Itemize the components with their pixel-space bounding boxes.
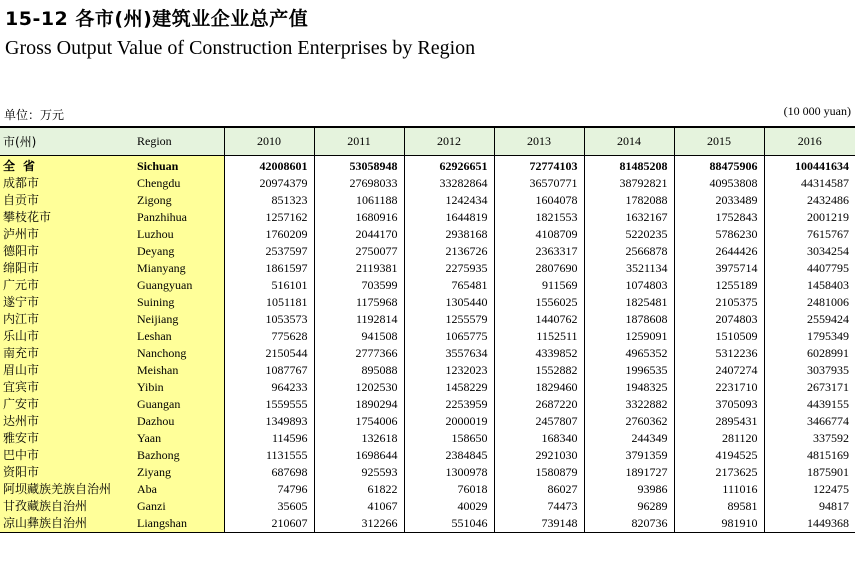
region-name-en: Aba [134,481,224,498]
value-cell: 739148 [494,515,584,533]
region-name-en: Sichuan [134,156,224,176]
value-cell: 2687220 [494,396,584,413]
region-name-en: Dazhou [134,413,224,430]
value-cell: 76018 [404,481,494,498]
value-cell: 925593 [314,464,404,481]
value-cell: 3791359 [584,447,674,464]
value-cell: 1829460 [494,379,584,396]
value-cell: 2457807 [494,413,584,430]
value-cell: 2150544 [224,345,314,362]
value-cell: 4339852 [494,345,584,362]
region-name-cn: 凉山彝族自治州 [0,515,134,533]
value-cell: 1305440 [404,294,494,311]
value-cell: 2566878 [584,243,674,260]
value-cell: 89581 [674,498,764,515]
value-cell: 4439155 [764,396,855,413]
table-row [0,328,855,345]
value-cell: 2044170 [314,226,404,243]
value-cell: 1053573 [224,311,314,328]
value-cell: 1680916 [314,209,404,226]
value-cell: 1861597 [224,260,314,277]
value-cell: 7615767 [764,226,855,243]
value-cell: 1821553 [494,209,584,226]
value-cell: 53058948 [314,156,404,176]
value-cell: 5312236 [674,345,764,362]
region-name-en: Liangshan [134,515,224,533]
value-cell: 62926651 [404,156,494,176]
header-year: 2014 [584,127,674,156]
region-name-en: Guangan [134,396,224,413]
value-cell: 1242434 [404,192,494,209]
value-cell: 2921030 [494,447,584,464]
region-name-en: Bazhong [134,447,224,464]
header-year: 2010 [224,127,314,156]
value-cell: 168340 [494,430,584,447]
value-cell: 20974379 [224,175,314,192]
region-name-en: Guangyuan [134,277,224,294]
value-cell: 74473 [494,498,584,515]
value-cell: 1131555 [224,447,314,464]
value-cell: 941508 [314,328,404,345]
value-cell: 765481 [404,277,494,294]
region-name-en: Nanchong [134,345,224,362]
value-cell: 3521134 [584,260,674,277]
region-name-cn: 广安市 [0,396,134,413]
region-name-cn: 达州市 [0,413,134,430]
value-cell: 44314587 [764,175,855,192]
value-cell: 74796 [224,481,314,498]
table-row [0,396,855,413]
table-row [0,379,855,396]
region-name-cn: 资阳市 [0,464,134,481]
value-cell: 1458403 [764,277,855,294]
table-row [0,481,855,498]
value-cell: 38792821 [584,175,674,192]
value-cell: 94817 [764,498,855,515]
value-cell: 1074803 [584,277,674,294]
region-name-cn: 内江市 [0,311,134,328]
value-cell: 1559555 [224,396,314,413]
value-cell: 4965352 [584,345,674,362]
value-cell: 3034254 [764,243,855,260]
value-cell: 1087767 [224,362,314,379]
table-row [0,498,855,515]
value-cell: 2750077 [314,243,404,260]
table-body [0,156,855,533]
region-name-cn: 雅安市 [0,430,134,447]
value-cell: 100441634 [764,156,855,176]
value-cell: 2001219 [764,209,855,226]
value-cell: 1552882 [494,362,584,379]
value-cell: 2537597 [224,243,314,260]
table-row [0,226,855,243]
region-name-en: Chengdu [134,175,224,192]
value-cell: 122475 [764,481,855,498]
region-name-cn: 泸州市 [0,226,134,243]
region-name-cn: 攀枝花市 [0,209,134,226]
value-cell: 911569 [494,277,584,294]
value-cell: 703599 [314,277,404,294]
value-cell: 88475906 [674,156,764,176]
table-row [0,515,855,533]
value-cell: 820736 [584,515,674,533]
value-cell: 2407274 [674,362,764,379]
value-cell: 35605 [224,498,314,515]
value-cell: 2363317 [494,243,584,260]
value-cell: 2000019 [404,413,494,430]
value-cell: 2033489 [674,192,764,209]
value-cell: 2275935 [404,260,494,277]
value-cell: 1580879 [494,464,584,481]
header-year: 2016 [764,127,855,156]
value-cell: 114596 [224,430,314,447]
value-cell: 851323 [224,192,314,209]
page-title-en: Gross Output Value of Construction Enterprises by Region [5,37,476,59]
table-row [0,277,855,294]
value-cell: 2673171 [764,379,855,396]
header-region-cn: 市(州) [0,127,134,156]
value-cell: 1255189 [674,277,764,294]
value-cell: 1449368 [764,515,855,533]
region-name-en: Suining [134,294,224,311]
value-cell: 2481006 [764,294,855,311]
value-cell: 1752843 [674,209,764,226]
header-year: 2013 [494,127,584,156]
value-cell: 2173625 [674,464,764,481]
table-row [0,345,855,362]
value-cell: 1754006 [314,413,404,430]
value-cell: 1232023 [404,362,494,379]
table-row [0,192,855,209]
region-name-cn: 阿坝藏族羌族自治州 [0,481,134,498]
value-cell: 1440762 [494,311,584,328]
region-name-en: Yibin [134,379,224,396]
table-row [0,260,855,277]
header-row [0,127,855,156]
value-cell: 516101 [224,277,314,294]
value-cell: 42008601 [224,156,314,176]
value-cell: 2119381 [314,260,404,277]
region-name-cn: 宜宾市 [0,379,134,396]
header-year: 2015 [674,127,764,156]
header-year: 2012 [404,127,494,156]
value-cell: 3322882 [584,396,674,413]
value-cell: 1458229 [404,379,494,396]
header-year: 2011 [314,127,404,156]
region-name-cn: 全省 [0,156,134,176]
region-name-en: Luzhou [134,226,224,243]
region-name-cn: 成都市 [0,175,134,192]
value-cell: 1825481 [584,294,674,311]
value-cell: 3037935 [764,362,855,379]
value-cell: 1257162 [224,209,314,226]
value-cell: 1255579 [404,311,494,328]
value-cell: 132618 [314,430,404,447]
region-name-en: Ganzi [134,498,224,515]
value-cell: 1604078 [494,192,584,209]
region-name-cn: 广元市 [0,277,134,294]
region-name-cn: 巴中市 [0,447,134,464]
value-cell: 1051181 [224,294,314,311]
value-cell: 4108709 [494,226,584,243]
table-row [0,430,855,447]
region-name-cn: 德阳市 [0,243,134,260]
value-cell: 1891727 [584,464,674,481]
value-cell: 41067 [314,498,404,515]
region-name-cn: 乐山市 [0,328,134,345]
value-cell: 2231710 [674,379,764,396]
value-cell: 1065775 [404,328,494,345]
value-cell: 2938168 [404,226,494,243]
data-table [0,126,855,533]
value-cell: 895088 [314,362,404,379]
value-cell: 61822 [314,481,404,498]
value-cell: 281120 [674,430,764,447]
value-cell: 2559424 [764,311,855,328]
value-cell: 1202530 [314,379,404,396]
value-cell: 86027 [494,481,584,498]
value-cell: 3975714 [674,260,764,277]
region-name-cn: 自贡市 [0,192,134,209]
value-cell: 96289 [584,498,674,515]
value-cell: 1782088 [584,192,674,209]
value-cell: 158650 [404,430,494,447]
value-cell: 72774103 [494,156,584,176]
region-name-cn: 南充市 [0,345,134,362]
value-cell: 40029 [404,498,494,515]
value-cell: 5786230 [674,226,764,243]
table-row [0,413,855,430]
value-cell: 2136726 [404,243,494,260]
region-name-en: Meishan [134,362,224,379]
region-name-en: Neijiang [134,311,224,328]
unit-label-en: (10 000 yuan) [783,104,851,118]
value-cell: 1349893 [224,413,314,430]
value-cell: 2432486 [764,192,855,209]
value-cell: 27698033 [314,175,404,192]
value-cell: 551046 [404,515,494,533]
value-cell: 2777366 [314,345,404,362]
table-row [0,311,855,328]
table-row-total [0,156,855,176]
value-cell: 3557634 [404,345,494,362]
region-name-cn: 遂宁市 [0,294,134,311]
value-cell: 5220235 [584,226,674,243]
page-title-cn: 15-12 各市(州)建筑业企业总产值 [5,8,309,30]
value-cell: 1890294 [314,396,404,413]
value-cell: 93986 [584,481,674,498]
value-cell: 3466774 [764,413,855,430]
value-cell: 1510509 [674,328,764,345]
region-name-cn: 眉山市 [0,362,134,379]
value-cell: 2384845 [404,447,494,464]
value-cell: 1556025 [494,294,584,311]
value-cell: 33282864 [404,175,494,192]
value-cell: 244349 [584,430,674,447]
value-cell: 2074803 [674,311,764,328]
value-cell: 2895431 [674,413,764,430]
value-cell: 2644426 [674,243,764,260]
value-cell: 4815169 [764,447,855,464]
value-cell: 6028991 [764,345,855,362]
table-row [0,175,855,192]
value-cell: 687698 [224,464,314,481]
value-cell: 337592 [764,430,855,447]
value-cell: 2807690 [494,260,584,277]
table-row [0,294,855,311]
value-cell: 312266 [314,515,404,533]
value-cell: 1760209 [224,226,314,243]
table-row [0,362,855,379]
region-name-en: Panzhihua [134,209,224,226]
value-cell: 775628 [224,328,314,345]
value-cell: 981910 [674,515,764,533]
value-cell: 36570771 [494,175,584,192]
value-cell: 1175968 [314,294,404,311]
region-name-cn: 甘孜藏族自治州 [0,498,134,515]
value-cell: 1192814 [314,311,404,328]
value-cell: 40953808 [674,175,764,192]
region-name-en: Deyang [134,243,224,260]
value-cell: 1875901 [764,464,855,481]
value-cell: 1698644 [314,447,404,464]
table-row [0,447,855,464]
region-name-en: Zigong [134,192,224,209]
region-name-en: Leshan [134,328,224,345]
region-name-en: Ziyang [134,464,224,481]
value-cell: 210607 [224,515,314,533]
value-cell: 2760362 [584,413,674,430]
value-cell: 1152511 [494,328,584,345]
region-name-en: Mianyang [134,260,224,277]
table-row [0,243,855,260]
value-cell: 1878608 [584,311,674,328]
value-cell: 4194525 [674,447,764,464]
unit-label-cn: 单位：万元 [4,108,65,122]
value-cell: 964233 [224,379,314,396]
region-name-en: Yaan [134,430,224,447]
value-cell: 2105375 [674,294,764,311]
value-cell: 1259091 [584,328,674,345]
value-cell: 1948325 [584,379,674,396]
header-region-en: Region [134,127,224,156]
value-cell: 111016 [674,481,764,498]
value-cell: 2253959 [404,396,494,413]
value-cell: 81485208 [584,156,674,176]
table-row [0,464,855,481]
value-cell: 1644819 [404,209,494,226]
value-cell: 1061188 [314,192,404,209]
value-cell: 3705093 [674,396,764,413]
value-cell: 1300978 [404,464,494,481]
value-cell: 1996535 [584,362,674,379]
value-cell: 4407795 [764,260,855,277]
region-name-cn: 绵阳市 [0,260,134,277]
table-row [0,209,855,226]
data-table-container [0,126,855,533]
value-cell: 1795349 [764,328,855,345]
value-cell: 1632167 [584,209,674,226]
